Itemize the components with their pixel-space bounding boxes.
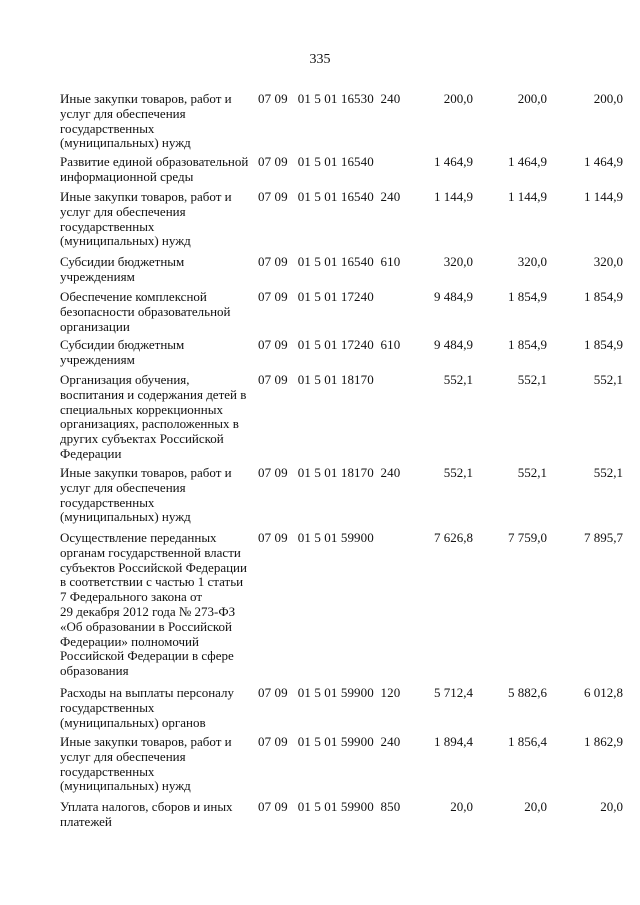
row-name-line: (муниципальных) нужд <box>60 233 191 249</box>
row-name-line: Федерации» полномочий <box>60 633 199 649</box>
row-name-line: услуг для обеспечения <box>60 105 186 121</box>
row-value-1: 1 464,9 <box>434 154 473 169</box>
row-name <box>60 686 256 730</box>
row-name <box>60 290 256 334</box>
row-name-line: услуг для обеспечения <box>60 748 186 764</box>
row-name-line: других субъектах Российской <box>60 431 224 447</box>
row-name-line: Федерации <box>60 445 122 461</box>
row-value-2: 5 882,6 <box>508 685 547 700</box>
row-value-3: 200,0 <box>593 91 623 106</box>
row-value-2: 1 854,9 <box>508 337 547 352</box>
row-code: 07 09 01 5 01 59900 <box>258 530 374 545</box>
row-name <box>60 373 256 462</box>
row-name-line: (муниципальных) нужд <box>60 135 191 151</box>
row-name-line: Расходы на выплаты персоналу <box>60 685 235 700</box>
row-name-line: Развитие единой образовательной <box>60 154 249 169</box>
row-value-1: 9 484,9 <box>434 337 473 352</box>
page-number: 335 <box>309 52 331 67</box>
row-value-1: 5 712,4 <box>434 685 473 700</box>
row-value-3: 20,0 <box>600 799 623 814</box>
row-code: 07 09 01 5 01 59900 850 <box>258 799 401 814</box>
row-name <box>60 155 256 185</box>
row-name-line: учреждениям <box>60 351 135 367</box>
row-value-3: 7 895,7 <box>584 530 623 545</box>
row-name-line: Иные закупки товаров, работ и <box>60 189 232 204</box>
row-name-line: Осуществление переданных <box>60 530 217 545</box>
row-value-1: 20,0 <box>450 799 473 814</box>
row-value-1: 552,1 <box>443 465 473 480</box>
row-value-1: 7 626,8 <box>434 530 473 545</box>
row-name-line: в соответствии с частью 1 статьи <box>60 574 244 590</box>
row-value-1: 1 894,4 <box>434 734 473 749</box>
row-value-2: 1 464,9 <box>508 154 547 169</box>
row-name-line: информационной среды <box>60 168 194 184</box>
row-name-line: услуг для обеспечения <box>60 203 186 219</box>
row-name-line: государственных <box>60 494 155 510</box>
row-name-line: (муниципальных) нужд <box>60 509 191 525</box>
row-name-line: государственных <box>60 763 155 779</box>
row-code: 07 09 01 5 01 59900 120 <box>258 685 401 700</box>
row-name-line: безопасности образовательной <box>60 303 231 319</box>
row-name-line: Российской Федерации в сфере <box>60 648 234 664</box>
row-code: 07 09 01 5 01 16540 <box>258 154 374 169</box>
row-value-2: 320,0 <box>517 254 547 269</box>
row-name <box>60 735 256 794</box>
row-value-3: 1 144,9 <box>584 189 623 204</box>
row-name-line: Уплата налогов, сборов и иных <box>60 799 233 814</box>
row-name <box>60 466 256 525</box>
row-code: 07 09 01 5 01 18170 <box>258 372 374 387</box>
row-value-3: 320,0 <box>593 254 623 269</box>
row-code: 07 09 01 5 01 17240 610 <box>258 337 401 352</box>
row-name-line: государственных <box>60 120 155 136</box>
row-code: 07 09 01 5 01 16530 240 <box>258 91 401 106</box>
row-code: 07 09 01 5 01 18170 240 <box>258 465 401 480</box>
row-name-line: Иные закупки товаров, работ и <box>60 465 232 480</box>
row-value-3: 1 862,9 <box>584 734 623 749</box>
row-code: 07 09 01 5 01 17240 <box>258 289 374 304</box>
row-code: 07 09 01 5 01 16540 610 <box>258 254 401 269</box>
row-name-line: субъектов Российской Федерации <box>60 559 247 575</box>
row-name <box>60 190 256 249</box>
row-value-3: 1 464,9 <box>584 154 623 169</box>
row-name-line: государственных <box>60 699 155 715</box>
row-value-3: 552,1 <box>593 372 623 387</box>
row-name-line: государственных <box>60 218 155 234</box>
row-name-line: образования <box>60 663 129 679</box>
row-code: 07 09 01 5 01 16540 240 <box>258 189 401 204</box>
row-name <box>60 92 256 151</box>
row-name-line: Организация обучения, <box>60 372 190 387</box>
row-name-line: (муниципальных) нужд <box>60 778 191 794</box>
row-name-line: 29 декабря 2012 года № 273-ФЗ <box>60 603 236 619</box>
row-value-2: 7 759,0 <box>508 530 547 545</box>
row-value-1: 320,0 <box>443 254 473 269</box>
row-value-2: 200,0 <box>517 91 547 106</box>
row-code: 07 09 01 5 01 59900 240 <box>258 734 401 749</box>
row-name-line: Субсидии бюджетным <box>60 337 185 352</box>
row-name-line: органам государственной власти <box>60 544 241 560</box>
row-value-3: 6 012,8 <box>584 685 623 700</box>
row-name-line: учреждениям <box>60 268 135 284</box>
row-value-1: 552,1 <box>443 372 473 387</box>
row-name-line: организации <box>60 318 130 334</box>
row-value-3: 1 854,9 <box>584 337 623 352</box>
row-name-line: Иные закупки товаров, работ и <box>60 91 232 106</box>
row-name-line: «Об образовании в Российской <box>60 618 233 634</box>
row-name-line: (муниципальных) органов <box>60 714 206 730</box>
row-value-3: 552,1 <box>593 465 623 480</box>
row-name <box>60 800 256 830</box>
row-value-2: 552,1 <box>517 372 547 387</box>
row-name-line: воспитания и содержания детей в <box>60 386 247 402</box>
row-value-2: 552,1 <box>517 465 547 480</box>
row-value-3: 1 854,9 <box>584 289 623 304</box>
row-name <box>60 531 256 679</box>
row-value-1: 1 144,9 <box>434 189 473 204</box>
row-name-line: Иные закупки товаров, работ и <box>60 734 232 749</box>
row-name <box>60 255 256 285</box>
row-value-2: 20,0 <box>524 799 547 814</box>
row-value-1: 200,0 <box>443 91 473 106</box>
row-name-line: 7 Федерального закона от <box>60 589 203 605</box>
row-name-line: услуг для обеспечения <box>60 479 186 495</box>
row-value-1: 9 484,9 <box>434 289 473 304</box>
row-value-2: 1 856,4 <box>508 734 547 749</box>
row-name-line: организациях, расположенных в <box>60 416 239 432</box>
row-name-line: специальных коррекционных <box>60 401 223 417</box>
row-value-2: 1 144,9 <box>508 189 547 204</box>
row-name-line: Обеспечение комплексной <box>60 289 207 304</box>
row-name <box>60 338 256 368</box>
row-value-2: 1 854,9 <box>508 289 547 304</box>
row-name-line: платежей <box>60 813 112 829</box>
row-name-line: Субсидии бюджетным <box>60 254 185 269</box>
